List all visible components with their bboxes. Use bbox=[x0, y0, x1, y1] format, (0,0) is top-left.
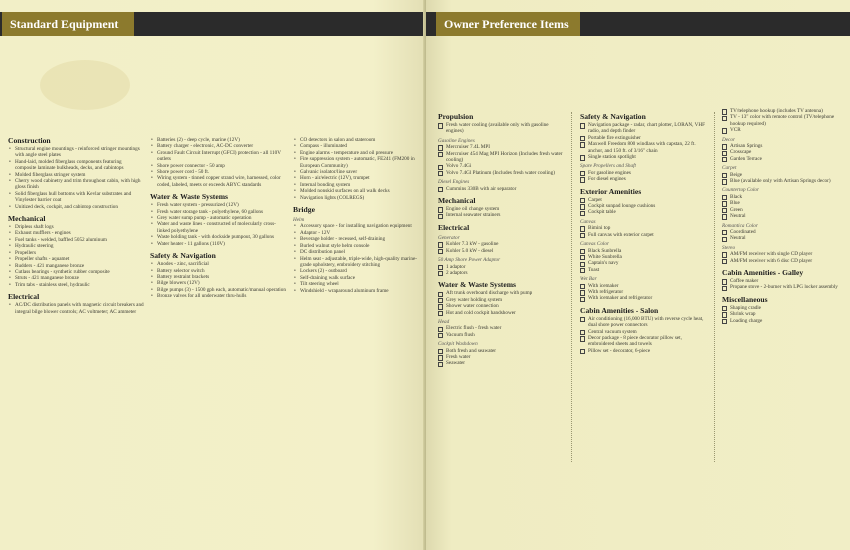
subsection-label: Wet Bar bbox=[580, 276, 597, 283]
list-item: AM/FM receiver with 6 disc CD player bbox=[722, 258, 846, 264]
list-item: • Hand-laid, molded fiberglass components featuring composite laminate bulkheads, decks, and cabintops bbox=[8, 159, 144, 172]
list-item: • Propellers bbox=[8, 250, 144, 256]
list-item: Aft trunk overboard discharge with pump bbox=[438, 290, 566, 296]
list-item: • Galvanic isolator/line saver bbox=[293, 169, 417, 175]
subsection-label: Gasoline Engines bbox=[438, 137, 475, 144]
subsection-label: Diesel Engines bbox=[438, 179, 470, 186]
list-item: Toast bbox=[580, 267, 708, 273]
list-item: Volvo 7.4Gl Platinum (Includes fresh water cooling) bbox=[438, 170, 566, 176]
item-list bbox=[8, 224, 144, 288]
section-heading: Miscellaneous bbox=[722, 294, 768, 304]
right-page bbox=[426, 0, 850, 550]
list-item: 2 adaptors bbox=[438, 270, 566, 276]
section-heading: Propulsion bbox=[438, 112, 474, 121]
list-item: Pillow set - decorator, 6-piece bbox=[580, 348, 708, 354]
list-item: Seawater bbox=[438, 360, 566, 366]
list-item: 1 adaptor bbox=[438, 264, 566, 270]
list-item: • Hydraulic steering bbox=[8, 243, 144, 249]
list-item: For diesel engines bbox=[580, 176, 708, 182]
section-heading: Cabin Amenities - Galley bbox=[722, 267, 804, 277]
item-list bbox=[438, 264, 566, 277]
list-item: • Water and waste lines - constructed of molecularly cross-linked polyethylene bbox=[150, 221, 286, 234]
subsection-label: Countertop Color bbox=[722, 187, 760, 194]
list-item: • Anodes - zinc, sacrificial bbox=[150, 261, 286, 267]
item-list bbox=[438, 325, 566, 338]
subsection-label: Generator bbox=[438, 234, 460, 241]
list-item: Shower water connection bbox=[438, 303, 566, 309]
list-item: Blue bbox=[722, 200, 846, 206]
list-item: Shrink wrap bbox=[722, 311, 846, 317]
list-item: With icemaker bbox=[580, 283, 708, 289]
item-list bbox=[438, 241, 566, 254]
list-item: Fresh water bbox=[438, 354, 566, 360]
list-item: Full canvas with exterior carpet bbox=[580, 232, 708, 238]
list-item: VCR bbox=[722, 127, 846, 133]
list-item: Bimini top bbox=[580, 225, 708, 231]
list-item: • Trim tabs - stainless steel, hydraulic bbox=[8, 282, 144, 288]
list-item: Shaping cradle bbox=[722, 305, 846, 311]
item-list bbox=[8, 146, 144, 210]
item-list bbox=[580, 283, 708, 302]
list-item: Electric flush - fresh water bbox=[438, 325, 566, 331]
section-heading: Electrical bbox=[438, 222, 470, 232]
list-item: Carpet bbox=[580, 197, 708, 203]
section-heading: Electrical bbox=[8, 292, 40, 302]
list-item: Artisan Springs bbox=[722, 143, 846, 149]
list-item: TV - 13" color with remote control (TV/telephone hookup required) bbox=[722, 114, 846, 127]
list-item: Mercruiser 454 Mag MPI Horizon (Includes fresh water cooling) bbox=[438, 151, 566, 164]
item-list bbox=[8, 302, 144, 315]
list-item: • CO detectors in salon and stateroom bbox=[293, 137, 417, 143]
right-page-title: Owner Preference Items bbox=[436, 12, 580, 36]
item-list bbox=[580, 316, 708, 354]
section-heading: Mechanical bbox=[438, 196, 476, 206]
list-item: Neutral bbox=[722, 235, 846, 241]
left-page bbox=[0, 0, 424, 550]
list-item: • Bilge blowers (12V) bbox=[150, 280, 286, 286]
subsection-label: Romantica Color bbox=[722, 222, 758, 229]
list-item: • Batteries (2) - deep cycle, marine (12V) bbox=[150, 137, 286, 143]
list-item: Green bbox=[722, 207, 846, 213]
section-heading: Cabin Amenities - Salon bbox=[580, 305, 659, 315]
item-list bbox=[722, 172, 846, 185]
list-item: Black Sunbrella bbox=[580, 248, 708, 254]
list-item: • Burled walnut style helm console bbox=[293, 243, 417, 249]
item-list bbox=[150, 137, 286, 188]
item-list bbox=[438, 144, 566, 176]
list-item: • Helm seat - adjustable, triple-wide, high-quality marine-grade upholstery, embroidery stitching bbox=[293, 256, 417, 269]
item-list bbox=[580, 248, 708, 274]
list-item: Navigation package - radar, chart plotter, LORAN, VHF radio, and depth finder bbox=[580, 122, 708, 135]
item-list bbox=[580, 122, 708, 160]
left-page-title: Standard Equipment bbox=[2, 12, 134, 36]
list-item: AM/FM receiver with single CD player bbox=[722, 251, 846, 257]
list-item: Central vacuum system bbox=[580, 329, 708, 335]
item-list bbox=[150, 261, 286, 299]
list-item: • Self-draining walk surface bbox=[293, 275, 417, 281]
item-list bbox=[293, 223, 417, 293]
list-item: • Molded fiberglass stringer system bbox=[8, 172, 144, 178]
list-item: Internal seawater strainers bbox=[438, 212, 566, 218]
section-heading: Construction bbox=[8, 136, 51, 145]
item-list bbox=[293, 137, 417, 201]
subsection-label: Stereo bbox=[722, 244, 736, 251]
list-item: • Bilge pumps (3) - 1500 gph each, automatic/manual operation bbox=[150, 287, 286, 293]
list-item: • Cutlass bearings - synthetic rubber composite bbox=[8, 269, 144, 275]
list-item: • Engine alarms - temperature and oil pressure bbox=[293, 150, 417, 156]
item-list bbox=[438, 290, 566, 316]
list-item: • Dripless shaft logs bbox=[8, 224, 144, 230]
list-item: • Cherry wood cabinetry and trim throughout cabin, with high gloss finish bbox=[8, 178, 144, 191]
list-item: Black bbox=[722, 194, 846, 200]
list-item: Cockpit sunpad lounge cushions bbox=[580, 203, 708, 209]
list-item: Beige bbox=[722, 172, 846, 178]
list-item: • Navigation lights (COLREGS) bbox=[293, 195, 417, 201]
list-item: Single station spotlight bbox=[580, 154, 708, 160]
item-list bbox=[722, 108, 846, 134]
list-item: • Struts - 421 manganese bronze bbox=[8, 275, 144, 281]
list-item: With icemaker and refrigerator bbox=[580, 295, 708, 301]
section-heading: Water & Waste Systems bbox=[438, 280, 516, 290]
list-item: Captain's navy bbox=[580, 260, 708, 266]
list-item: Propane stove - 2-burner with LPG locker assembly bbox=[722, 284, 846, 290]
list-item: • Shore power cord - 50 ft. bbox=[150, 169, 286, 175]
list-item: • Adaptor - 12V bbox=[293, 230, 417, 236]
subsection-label: 50 Amp Shore Power Adaptor bbox=[438, 257, 501, 264]
item-list bbox=[722, 305, 846, 324]
list-item: • Beverage holder - recessed, self-draining bbox=[293, 236, 417, 242]
item-list bbox=[722, 229, 846, 242]
left-col-2 bbox=[150, 137, 286, 300]
list-item: • Fuel tanks - welded, baffled 5052 aluminum bbox=[8, 237, 144, 243]
item-list bbox=[438, 206, 566, 219]
item-list bbox=[722, 278, 846, 291]
item-list bbox=[722, 194, 846, 220]
list-item: Hot and cold cockpit handshower bbox=[438, 310, 566, 316]
list-item: Air conditioning (16,000 BTU) with reverse cycle heat, dual shore power connectors bbox=[580, 316, 708, 329]
item-list bbox=[580, 170, 708, 183]
section-heading: Safety & Navigation bbox=[580, 112, 646, 121]
list-item: • Ground Fault Circuit Interrupt (GFCI) protection - all 110V outlets bbox=[150, 150, 286, 163]
section-heading: Mechanical bbox=[8, 214, 46, 224]
list-item: • Grey water sump pump - automatic operation bbox=[150, 215, 286, 221]
list-item: • Structural engine mountings - reinforced stringer mountings with angle steel plates bbox=[8, 146, 144, 159]
list-item: White Sunbrella bbox=[580, 254, 708, 260]
list-item: • Unitized deck, cockpit, and cabintop construction bbox=[8, 204, 144, 210]
left-col-3 bbox=[293, 137, 417, 294]
section-heading: Water & Waste Systems bbox=[150, 192, 228, 202]
paper-stain bbox=[40, 60, 130, 110]
list-item: • Shore power connector - 50 amp bbox=[150, 163, 286, 169]
list-item: • Waste holding tank - with dockside pumpout, 30 gallons bbox=[150, 234, 286, 240]
list-item: • Wiring system - tinned copper strand wire, harnessed, color coded, labeled, meets or exceeds ABYC standards bbox=[150, 175, 286, 188]
list-item: Kohler 7.3 kW - gasoline bbox=[438, 241, 566, 247]
item-list bbox=[722, 143, 846, 162]
item-list bbox=[150, 202, 286, 247]
list-item: • Accessory space - for installing navigation equipment bbox=[293, 223, 417, 229]
list-item: Fresh water cooling (available only with gasoline engines) bbox=[438, 122, 566, 135]
subsection-label: Helm bbox=[293, 217, 305, 224]
right-col-1 bbox=[438, 108, 566, 367]
list-item: • DC distribution panel bbox=[293, 249, 417, 255]
list-item: • Rudders - 421 manganese bronze bbox=[8, 263, 144, 269]
item-list bbox=[580, 225, 708, 238]
right-col-3 bbox=[722, 108, 846, 324]
list-item: Neutral bbox=[722, 213, 846, 219]
list-item: • Molded nonskid surfaces on all walk decks bbox=[293, 188, 417, 194]
list-item: Vacuum flush bbox=[438, 332, 566, 338]
subsection-label: Decor bbox=[722, 136, 735, 143]
list-item: Cummins 330B with air separator bbox=[438, 186, 566, 192]
list-item: Mercruiser 7.4L MPI bbox=[438, 144, 566, 150]
list-item: Volvo 7.4Gi bbox=[438, 163, 566, 169]
list-item: • Compass - illuminated bbox=[293, 143, 417, 149]
list-item: Decor package - 8 piece decorator pillow set, embroidered sheets and towels bbox=[580, 335, 708, 348]
item-list bbox=[580, 197, 708, 216]
list-item: • Battery restraint brackets bbox=[150, 274, 286, 280]
subsection-label: Spare Propellers and Shaft bbox=[580, 163, 636, 170]
list-item: Garden Terrace bbox=[722, 156, 846, 162]
list-item: • Internal bonding system bbox=[293, 182, 417, 188]
list-item: Blue (available only with Artisan Springs decor) bbox=[722, 178, 846, 184]
item-list bbox=[438, 122, 566, 135]
list-item: Both fresh and seawater bbox=[438, 348, 566, 354]
list-item: With refrigerator bbox=[580, 289, 708, 295]
list-item: • Solid fiberglass hull bottoms with Kevlar substrates and Vinylester barrier coat bbox=[8, 191, 144, 204]
list-item: Kohler 5.0 kW - diesel bbox=[438, 248, 566, 254]
list-item: TV/telephone hookup (includes TV antenna) bbox=[722, 108, 846, 114]
list-item: • Propeller shafts - aquamet bbox=[8, 256, 144, 262]
list-item: Loading charge bbox=[722, 318, 846, 324]
item-list bbox=[438, 186, 566, 192]
list-item: Cockpit table bbox=[580, 209, 708, 215]
list-item: Grey water holding system bbox=[438, 297, 566, 303]
list-item: • Windshield - wraparound aluminum frame bbox=[293, 288, 417, 294]
list-item: • AC/DC distribution panels with magnetic circuit breakers and integral bilge blower controls; AC voltmeter; AC ammeter bbox=[8, 302, 144, 315]
list-item: • Water heater - 11 gallons (110V) bbox=[150, 241, 286, 247]
column-divider bbox=[714, 112, 715, 462]
list-item: Maxwell Freedom 800 windlass with capstan, 22 ft. anchor, and 150 ft. of 3/16" chain bbox=[580, 141, 708, 154]
list-item: • Fire suppression system - automatic, FE241 (FM200 in European Community) bbox=[293, 156, 417, 169]
list-item: Coordinated bbox=[722, 229, 846, 235]
list-item: • Fresh water storage tank - polyethylene, 60 gallons bbox=[150, 209, 286, 215]
column-divider bbox=[571, 112, 572, 462]
list-item: For gasoline engines bbox=[580, 170, 708, 176]
item-list bbox=[722, 251, 846, 264]
section-heading: Exterior Amenities bbox=[580, 186, 642, 196]
list-item: • Bronze valves for all underwater thru-hulls bbox=[150, 293, 286, 299]
list-item: Engine oil change system bbox=[438, 206, 566, 212]
subsection-label: Head bbox=[438, 318, 450, 325]
list-item: • Battery charger - electronic, AC-DC converter bbox=[150, 143, 286, 149]
list-item: Crosscape bbox=[722, 149, 846, 155]
subsection-label: Canvas Color bbox=[580, 241, 609, 248]
subsection-label: Cockpit Washdown bbox=[438, 341, 478, 348]
list-item: Coffee maker bbox=[722, 278, 846, 284]
list-item: • Lockers (2) - outboard bbox=[293, 268, 417, 274]
list-item: • Fresh water system - pressurized (12V) bbox=[150, 202, 286, 208]
list-item: • Exhaust mufflers - engines bbox=[8, 230, 144, 236]
list-item: • Tilt steering wheel bbox=[293, 281, 417, 287]
left-col-1 bbox=[8, 132, 144, 315]
list-item: • Horn - air/electric (12V), trumpet bbox=[293, 175, 417, 181]
section-heading: Safety & Navigation bbox=[150, 251, 216, 261]
section-heading: Bridge bbox=[293, 205, 315, 215]
list-item: • Battery selector switch bbox=[150, 268, 286, 274]
subsection-label: Canvas bbox=[580, 218, 596, 225]
right-col-2 bbox=[580, 108, 708, 354]
item-list bbox=[438, 348, 566, 367]
list-item: Portable fire extinguisher bbox=[580, 135, 708, 141]
subsection-label: Carpet bbox=[722, 165, 737, 172]
